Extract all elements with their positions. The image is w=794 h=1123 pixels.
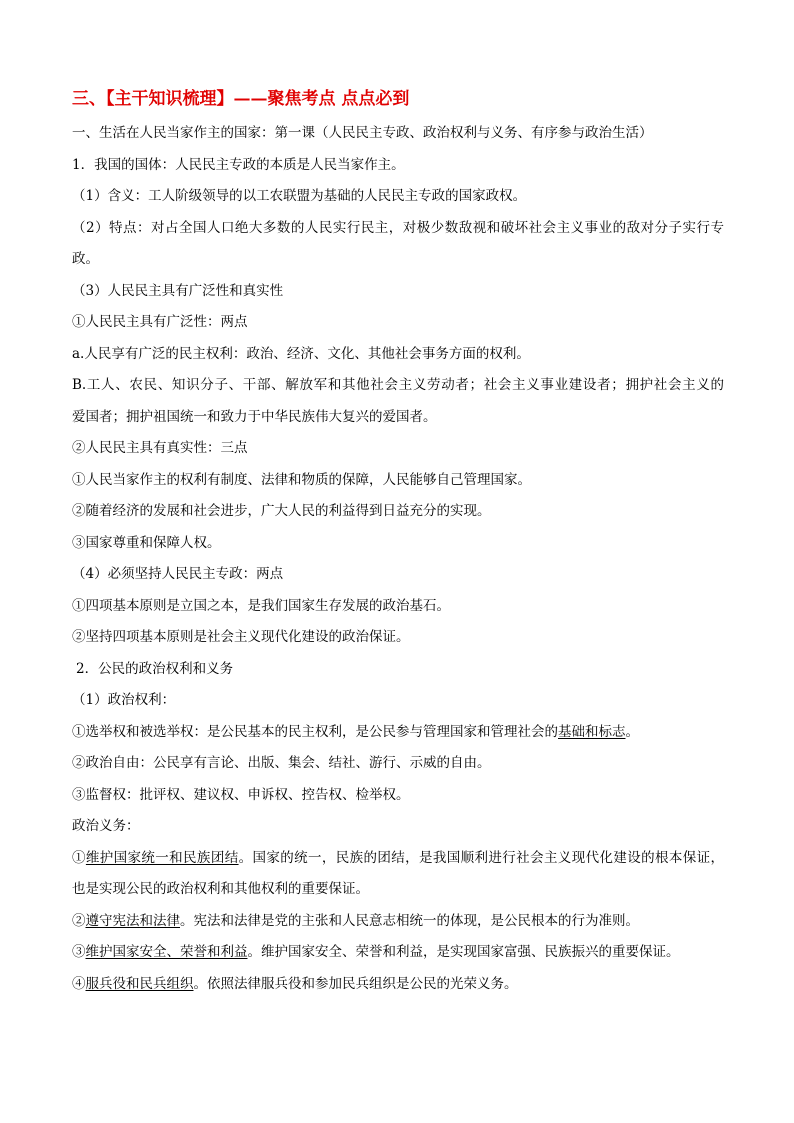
point-2-2-c-text: 。维护国家安全、荣誉和利益，是实现国家富强、民族振兴的重要保证。 — [247, 944, 680, 960]
point-1-3: （3）人民民主具有广泛性和真实性 — [72, 282, 284, 299]
point-1-3-1-b-line-1: B.工人、农民、知识分子、干部、解放军和其他社会主义劳动者；社会主义事业建设者；拥护社会主义的 — [72, 377, 724, 393]
point-2-2-a-marker: ① — [72, 849, 86, 866]
point-2-1-a-underlined: 基础和标志 — [558, 723, 626, 740]
point-2-2-d-marker: ④ — [72, 975, 86, 992]
point-2: 2．公民的政治权利和义务 — [76, 660, 234, 677]
point-1-3-2-b: ②随着经济的发展和社会进步，广大人民的利益得到日益充分的实现。 — [72, 503, 491, 519]
point-2-2-b-underlined: 遵守宪法和法律 — [85, 912, 180, 929]
point-1-3-2: ②人民民主具有真实性：三点 — [72, 440, 248, 456]
point-2-1-a-end: 。 — [625, 723, 639, 740]
point-2-1: （1）政治权利： — [72, 692, 176, 708]
point-1: 1．我国的国体：人民民主专政的本质是人民当家作主。 — [72, 156, 405, 173]
point-2-2-d-text: 。依照法律服兵役和参加民兵组织是公民的光荣义务。 — [193, 975, 518, 992]
point-2-1-a — [72, 717, 724, 749]
point-2-1-b: ②政治自由：公民享有言论、出版、集会、结社、游行、示威的自由。 — [72, 755, 491, 771]
section-title: 一、生活在人民当家作主的国家：第一课（人民民主专政、政治权利与义务、有序参与政治生活） — [72, 125, 653, 141]
point-2-2-b-text: 。宪法和法律是党的主张和人民意志相统一的体现，是公民根本的行为准则。 — [180, 912, 639, 929]
document-page — [72, 88, 724, 1000]
point-1-3-2-c: ③国家尊重和保障人权。 — [72, 534, 221, 551]
point-2-2-c-underlined: 维护国家安全、荣誉和利益 — [85, 944, 248, 960]
point-2-2-c-marker: ③ — [72, 944, 86, 960]
point-2-2-c — [72, 937, 724, 969]
point-1-2-line-2: 政。 — [72, 251, 99, 267]
point-1-4-a: ①四项基本原则是立国之本，是我们国家生存发展的政治基石。 — [72, 597, 450, 614]
point-1-3-1-b-line-2: 爱国者；拥护祖国统一和致力于中华民族伟大复兴的爱国者。 — [72, 408, 437, 425]
point-1-4: （4）必须坚持人民民主专政：两点 — [72, 566, 284, 582]
point-2-2-d-underlined: 服兵役和民兵组织 — [85, 975, 194, 992]
point-2-2: 政治义务： — [72, 818, 140, 834]
point-2-2-b-marker: ② — [72, 912, 86, 929]
point-1-3-1: ①人民民主具有广泛性：两点 — [72, 314, 248, 330]
point-1-3-2-a: ①人民当家作主的权利有制度、法律和物质的保障，人民能够自己管理国家。 — [72, 471, 531, 488]
point-2-2-b — [72, 906, 724, 938]
point-2-2-d — [72, 969, 724, 1001]
section-heading: 三、【主干知识梳理】——聚焦考点 点点必到 — [72, 89, 410, 109]
point-2-1-c: ③监督权：批评权、建议权、申诉权、控告权、检举权。 — [72, 786, 410, 803]
point-1-4-b: ②坚持四项基本原则是社会主义现代化建设的政治保证。 — [72, 629, 410, 645]
point-2-2-a-line-2: 也是实现公民的政治权利和其他权利的重要保证。 — [72, 881, 369, 897]
point-2-2-a-underlined: 维护国家统一和民族团结 — [85, 849, 239, 866]
point-2-2-a-text: 。国家的统一，民族的团结，是我国顺利进行社会主义现代化建设的根本保证， — [238, 849, 724, 866]
point-1-2-line-1: （2）特点：对占全国人口绝大多数的人民实行民主，对极少数敌视和破坏社会主义事业的敌对分子实行专 — [72, 219, 724, 236]
point-1-1: （1）含义：工人阶级领导的以工农联盟为基础的人民民主专政的国家政权。 — [72, 188, 527, 204]
point-2-2-a-line-1 — [72, 843, 724, 875]
point-2-1-a-text: ①选举权和被选举权：是公民基本的民主权利，是公民参与管理国家和管理社会的 — [72, 723, 558, 740]
point-1-3-1-a: a.人民享有广泛的民主权利：政治、经济、文化、其他社会事务方面的权利。 — [72, 345, 530, 362]
